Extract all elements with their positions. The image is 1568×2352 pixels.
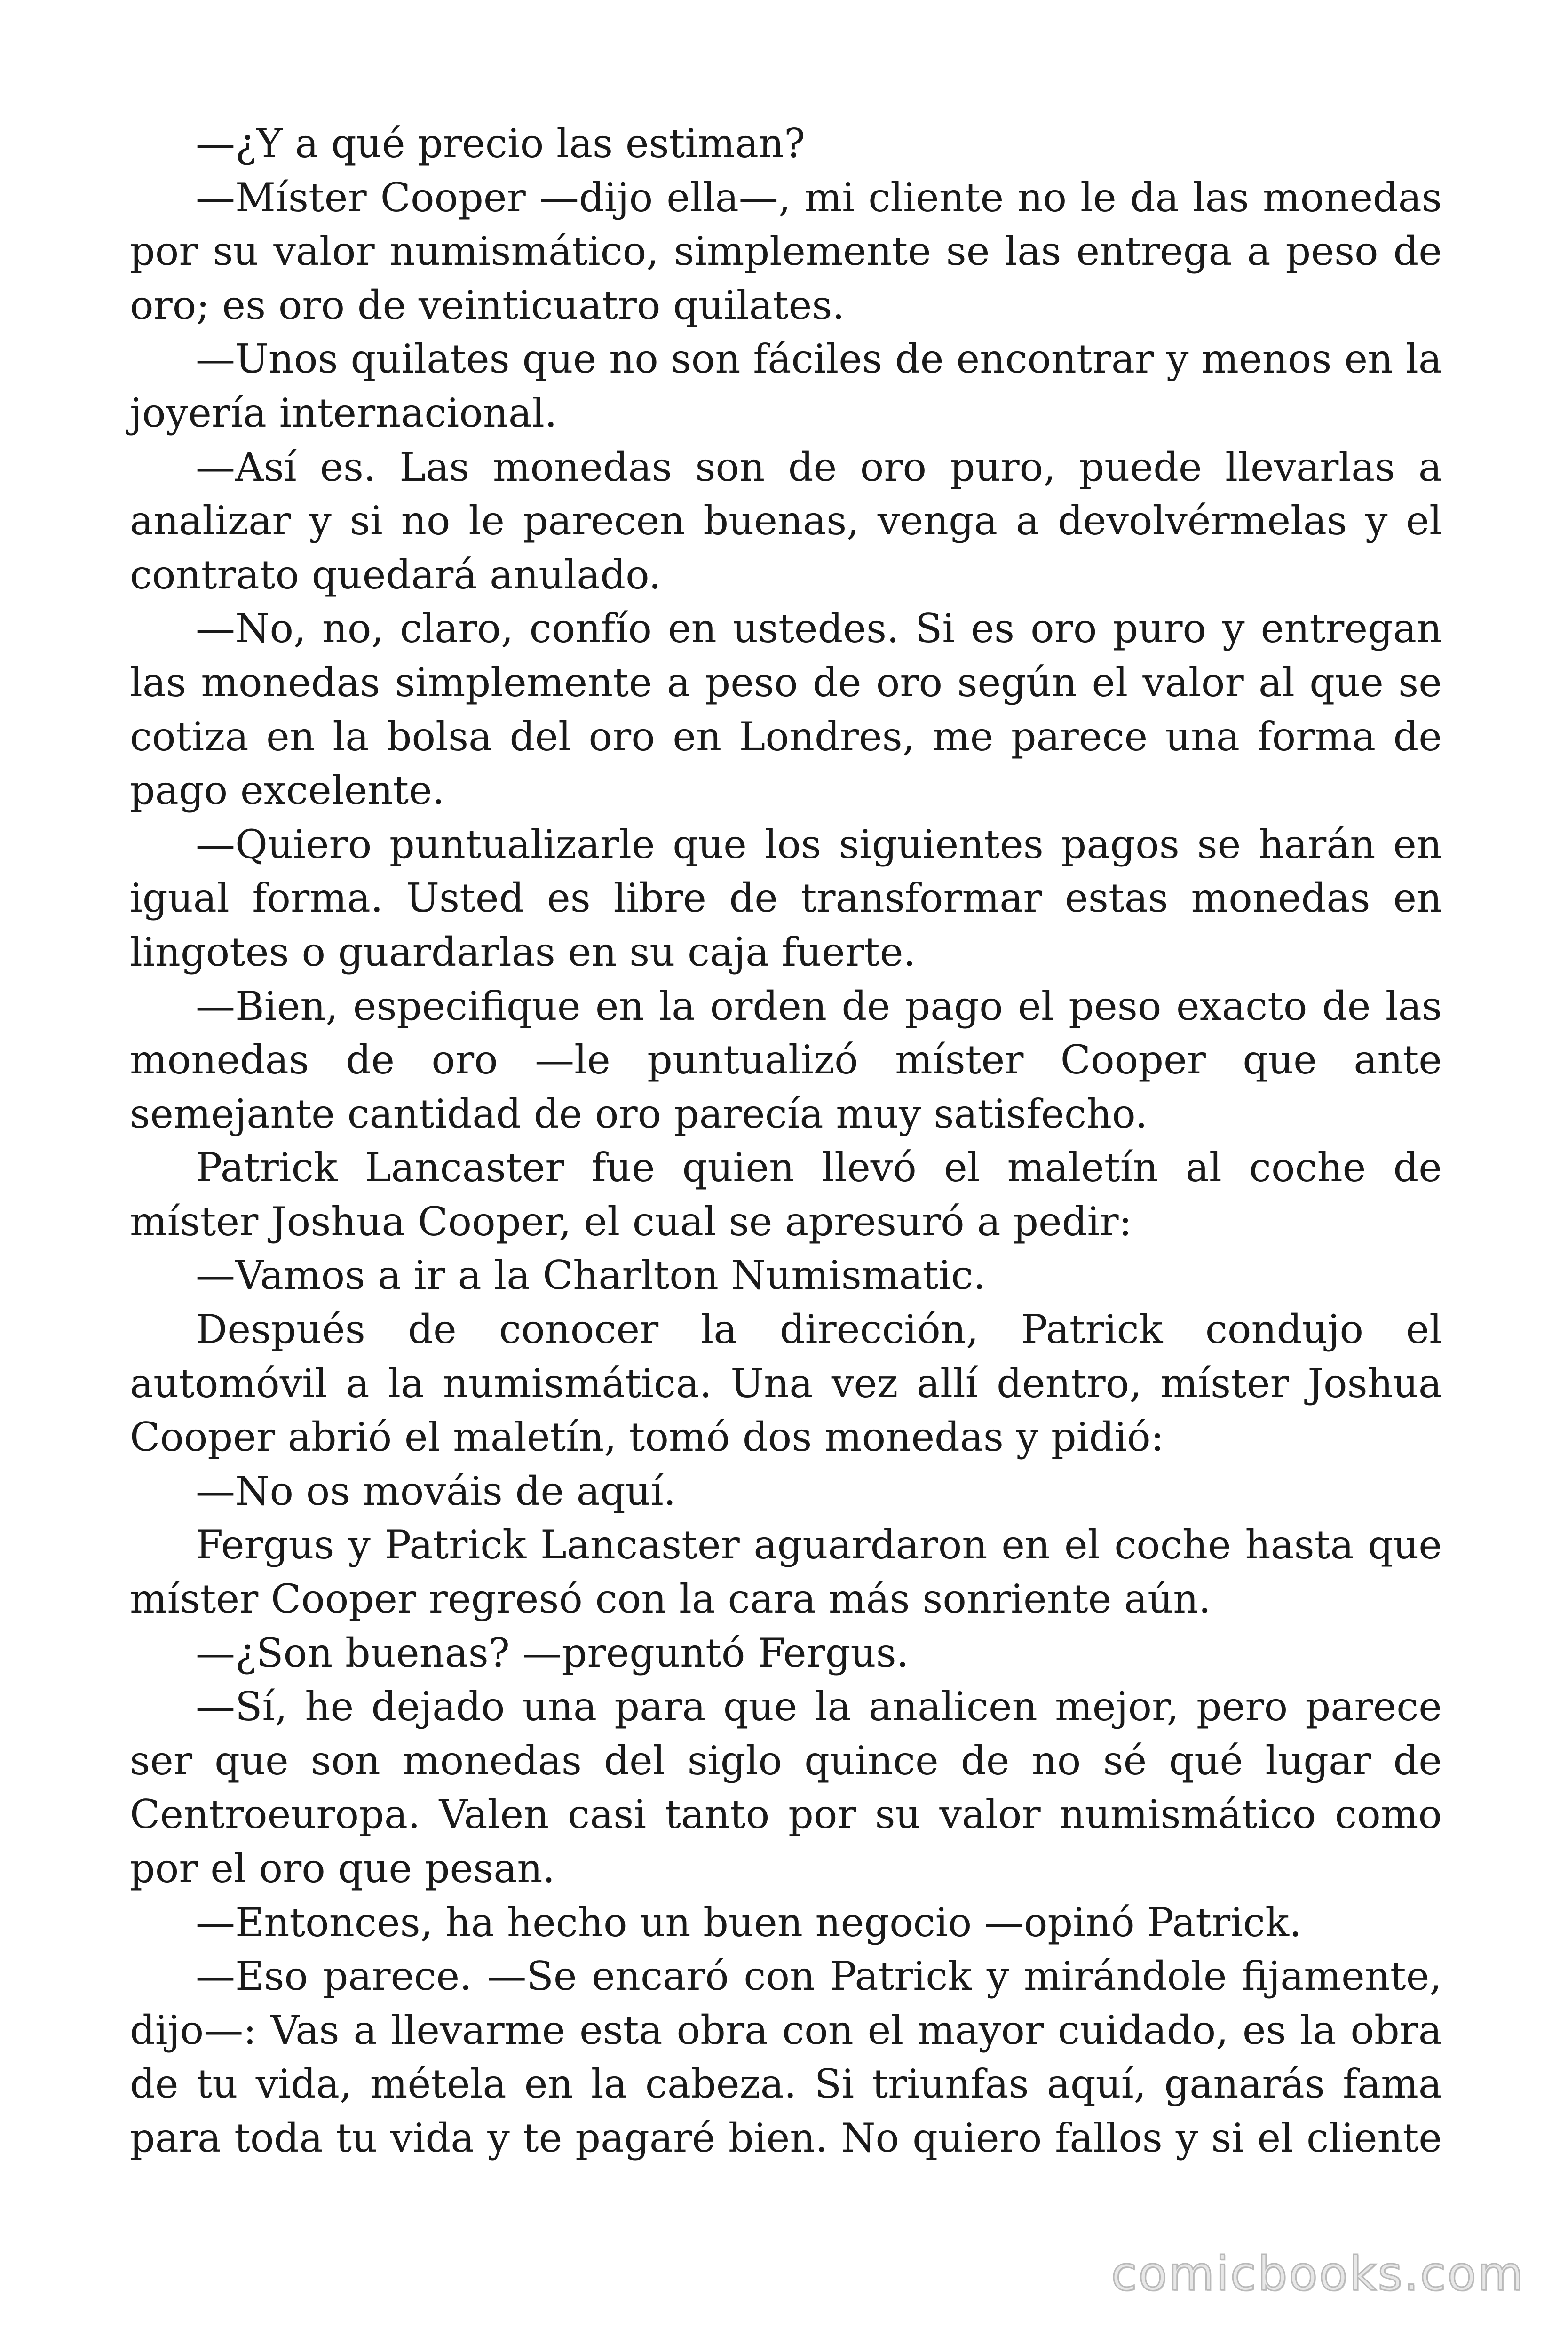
paragraph: Patrick Lancaster fue quien llevó el maletín al coche de míster Joshua Cooper, el cual se apresuró a pedir: — [130, 1144, 1442, 1245]
paragraph: —Quiero puntualizarle que los siguientes pagos se harán en igual forma. Usted es libre de transformar estas monedas en lingotes o guardarlas en su caja fuerte. — [130, 821, 1442, 975]
paragraph: —Vamos a ir a la Charlton Numismatic. — [196, 1252, 986, 1299]
paragraph: —Eso parece. —Se encaró con Patrick y mirándole fijamente, dijo—: Vas a llevarme esta obra con el mayor cuidado, es la obra de tu vida, métela en la cabeza. Si triunfas aquí, ganarás fama para toda tu vida y te pagaré bien. No quiero fallos y si el cliente — [130, 1953, 1442, 2161]
paragraph: —¿Y a qué precio las estiman? — [196, 120, 806, 167]
paragraph: —No os mováis de aquí. — [196, 1468, 676, 1514]
paragraph: —No, no, claro, confío en ustedes. Si es oro puro y entregan las monedas simplemente a peso de oro según el valor al que se cotiza en la bolsa del oro en Londres, me parece una forma de pago excelente. — [130, 605, 1442, 814]
paragraph: —Unos quilates que no son fáciles de encontrar y menos en la joyería internacional. — [130, 336, 1442, 436]
paragraph: —Míster Cooper —dijo ella—, mi cliente no le da las monedas por su valor numismático, simplemente se las entrega a peso de oro; es oro de veinticuatro quilates. — [130, 174, 1442, 328]
paragraph: —Entonces, ha hecho un buen negocio —opinó Patrick. — [196, 1899, 1302, 1946]
watermark: comicbooks.com — [1111, 2246, 1525, 2301]
paragraph: —Bien, especifique en la orden de pago el peso exacto de las monedas de oro —le puntualizó míster Cooper que ante semejante cantidad de oro parecía muy satisfecho. — [130, 983, 1442, 1137]
paragraph: Fergus y Patrick Lancaster aguardaron en el coche hasta que míster Cooper regresó con la cara más sonriente aún. — [130, 1522, 1442, 1622]
paragraph: —¿Son buenas? —preguntó Fergus. — [196, 1629, 909, 1676]
paragraph: —Sí, he dejado una para que la analicen mejor, pero parece ser que son monedas del siglo quince de no sé qué lugar de Centroeuropa. Valen casi tanto por su valor numismático como por el oro que pesan. — [130, 1684, 1442, 1891]
paragraph: Después de conocer la dirección, Patrick condujo el automóvil a la numismática. Una vez allí dentro, míster Joshua Cooper abrió el maletín, tomó dos monedas y pidió: — [130, 1306, 1442, 1461]
body-text — [130, 117, 1442, 2165]
paragraph: —Así es. Las monedas son de oro puro, puede llevarlas a analizar y si no le parecen buenas, venga a devolvérmelas y el contrato quedará anulado. — [130, 444, 1442, 598]
